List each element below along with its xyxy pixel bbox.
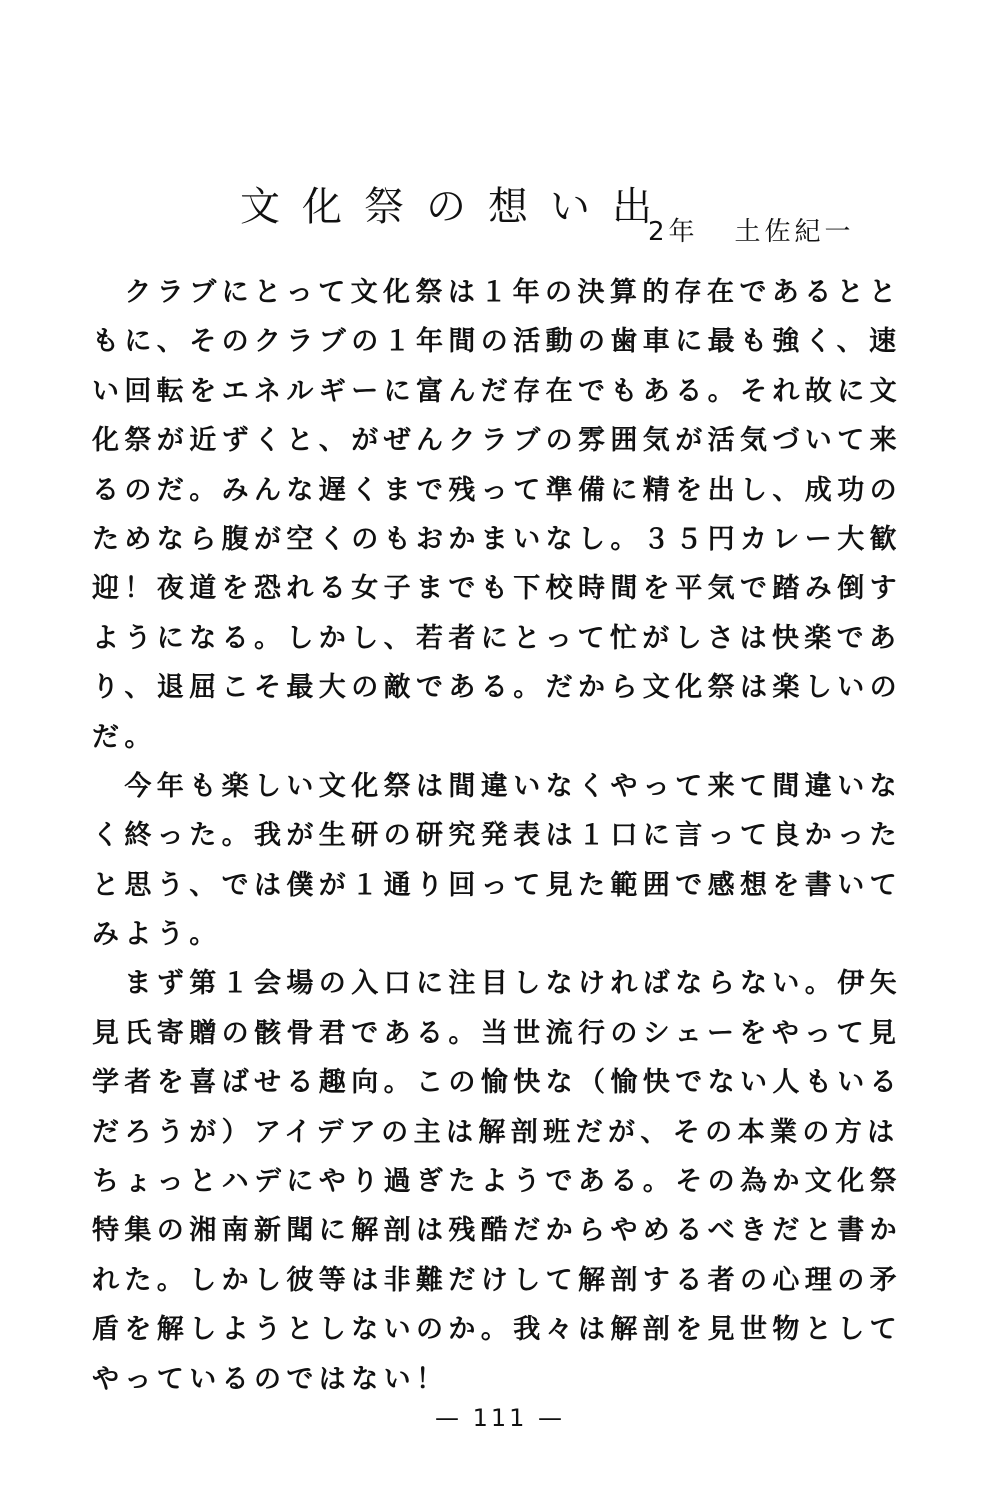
essay-body — [92, 268, 916, 1404]
text-line: もに、そのクラブの１年間の活動の歯車に最も強く、速 — [92, 326, 902, 358]
text-line: り、退屈こそ最大の敵である。だから文化祭は楽しいの — [92, 672, 902, 704]
text-line: 学者を喜ばせる趣向。この愉快な（愉快でない人もいる — [92, 1067, 902, 1099]
author-grade: 2年 — [648, 217, 699, 247]
author-line — [648, 210, 855, 254]
text-line: 今年も楽しい文化祭は間違いなくやって来て間違いな — [92, 770, 902, 802]
paragraph-2 — [92, 762, 916, 960]
text-line: い回転をエネルギーに富んだ存在でもある。それ故に文 — [92, 375, 902, 407]
text-line: クラブにとって文化祭は１年の決算的存在であるとと — [92, 277, 902, 308]
text-line: まず第１会場の入口に注目しなければならない。伊矢 — [92, 968, 902, 1000]
text-line: 迎！夜道を恐れる女子までも下校時間を平気で踏み倒す — [92, 573, 902, 605]
text-line: ようになる。しかし、若者にとって忙がしさは快楽であ — [92, 622, 902, 654]
page-number: — 111 — — [434, 1404, 566, 1432]
text-line: 特集の湘南新聞に解剖は残酷だからやめるべきだと書か — [92, 1215, 902, 1247]
text-line: ちょっとハデにやり過ぎたようである。その為か文化祭 — [92, 1166, 902, 1198]
paragraph-1 — [92, 268, 916, 762]
text-line: 化祭が近ずくと、がぜんクラブの雰囲気が活気づいて来 — [92, 425, 902, 457]
text-line: みよう。 — [92, 919, 222, 951]
author-name: 土佐紀一 — [734, 217, 855, 247]
text-line: るのだ。みんな遅くまで残って準備に精を出し、成功の — [92, 474, 902, 506]
text-line: く終った。我が生研の研究発表は１口に言って良かった — [92, 820, 902, 852]
text-line: だろうが）アイデアの主は解剖班だが、その本業の方は — [92, 1116, 900, 1148]
text-line: 見氏寄贈の骸骨君である。当世流行のシェーをやって見 — [92, 1017, 902, 1049]
text-line: ためなら腹が空くのもおかまいなし。３５円カレー大歓 — [92, 523, 902, 555]
text-line: だ。 — [92, 721, 157, 753]
text-line: れた。しかし彼等は非難だけして解剖する者の心理の矛 — [92, 1264, 902, 1296]
text-line: やっているのではない！ — [92, 1363, 449, 1395]
paragraph-3 — [92, 959, 916, 1404]
essay-title: 文化祭の想い出 — [240, 183, 674, 230]
text-line: 盾を解しようとしないのか。我々は解剖を見世物として — [92, 1314, 902, 1346]
text-line: と思う、では僕が１通り回って見た範囲で感想を書いて — [92, 869, 902, 901]
